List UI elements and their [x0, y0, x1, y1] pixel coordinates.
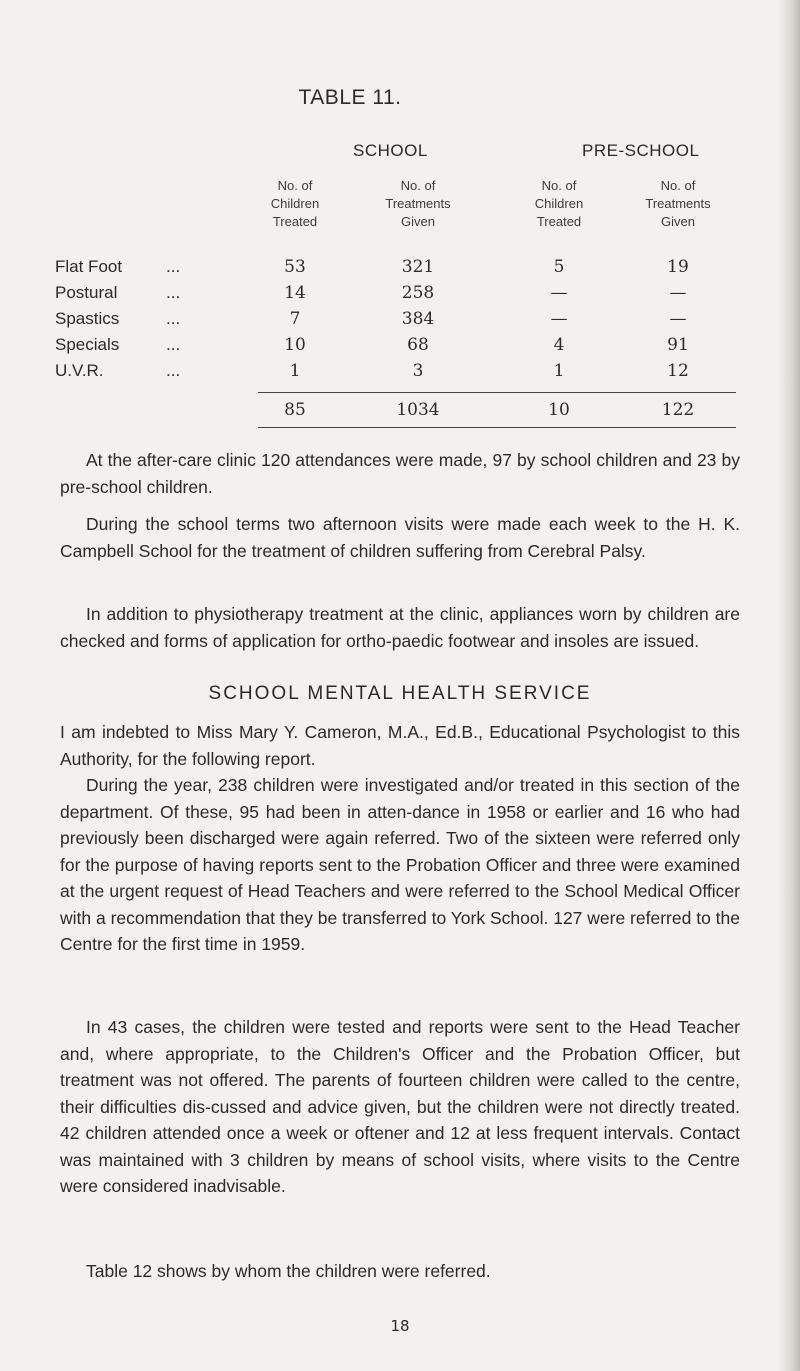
total-cell: 122: [661, 400, 695, 420]
paragraph-acknowledgement: I am indebted to Miss Mary Y. Cameron, M.A., Ed.B., Educational Psychologist to this Authority, for the following report.: [60, 722, 740, 769]
table-cell: 3: [412, 361, 424, 381]
col-header-school-treatments: No. of Treatments Given: [385, 178, 451, 229]
table-cell: 91: [667, 335, 689, 355]
paragraph-table12-reference: Table 12 shows by whom the children were referred.: [86, 1261, 491, 1281]
col-header-preschool-treatments: No. of Treatments Given: [645, 178, 711, 229]
section-heading: SCHOOL MENTAL HEALTH SERVICE: [208, 683, 592, 704]
leader-dots: ...: [166, 361, 181, 380]
leader-dots: ...: [166, 309, 181, 328]
table-cell: 14: [284, 283, 306, 303]
table-cell: 5: [553, 257, 565, 277]
table-cell: 1: [553, 361, 565, 381]
totals-top-rule: [258, 392, 736, 393]
leader-dots: ...: [166, 335, 181, 354]
table-cell: 4: [553, 335, 565, 355]
row-label-specials: Specials: [55, 335, 120, 354]
table-cell: —: [550, 283, 568, 303]
total-cell: 1034: [396, 400, 440, 420]
row-label-spastics: Spastics: [55, 309, 120, 328]
paragraph-aftercare: At the after-care clinic 120 attendances were made, 97 by school children and 23 by pre-school children.: [60, 450, 740, 497]
row-label-uvr: U.V.R.: [55, 361, 104, 380]
row-label-flat-foot: Flat Foot: [55, 257, 123, 276]
col-header-school-children: No. of Children Treated: [270, 178, 320, 229]
paragraph-cases: In 43 cases, the children were tested and reports were sent to the Head Teacher and, where appropriate, to the Children's Officer and the Probation Officer, but treatment was not offered. The parents of fourteen children were called to the centre, their difficulties dis-cussed and advice given, but the children were not directly treated. 42 children attended once a week or oftener and 12 at less frequent intervals. Contact was maintained with 3 children by means of school visits, where visits to the Centre were considered inadvisable.: [60, 1017, 740, 1196]
table-cell: 19: [667, 257, 689, 277]
page-number: 18: [390, 1317, 410, 1335]
table-cell: —: [669, 283, 687, 303]
total-cell: 85: [284, 400, 306, 420]
table-cell: 384: [401, 309, 435, 329]
table-cell: 7: [289, 309, 301, 329]
table-cell: —: [669, 309, 687, 329]
paragraph-investigations: During the year, 238 children were investigated and/or treated in this section of the department. Of these, 95 had been in atten-dance in 1958 or earlier and 16 who had previously been discharged were again referred. Two of the sixteen were referred only for the purpose of having reports sent to the Probation Officer and three were examined at the urgent request of Head Teachers and were referred to the School Medical Officer with a recommendation that they be transferred to York School. 127 were referred to the Centre for the first time in 1959.: [60, 775, 740, 954]
group-header-preschool: PRE-SCHOOL: [582, 141, 700, 160]
leader-dots: ...: [166, 257, 181, 276]
table-cell: 68: [407, 335, 429, 355]
group-header-school: SCHOOL: [353, 141, 428, 160]
totals-bottom-rule: [258, 427, 736, 428]
row-label-postural: Postural: [55, 283, 118, 302]
paragraph-appliances: In addition to physiotherapy treatment at the clinic, appliances worn by children are checked and forms of application for ortho-paedic footwear and insoles are issued.: [60, 604, 740, 651]
table-title: TABLE 11.: [298, 86, 402, 109]
leader-dots: ...: [166, 283, 181, 302]
table-cell: 12: [667, 361, 689, 381]
total-cell: 10: [548, 400, 570, 420]
table-cell: 53: [284, 257, 306, 277]
table-cell: 321: [401, 257, 435, 277]
col-header-preschool-children: No. of Children Treated: [534, 178, 584, 229]
table-cell: 258: [401, 283, 435, 303]
table-cell: —: [550, 309, 568, 329]
table-cell: 1: [289, 361, 301, 381]
table-cell: 10: [284, 335, 306, 355]
paragraph-campbell-school: During the school terms two afternoon visits were made each week to the H. K. Campbell School for the treatment of children suffering from Cerebral Palsy.: [60, 514, 740, 561]
